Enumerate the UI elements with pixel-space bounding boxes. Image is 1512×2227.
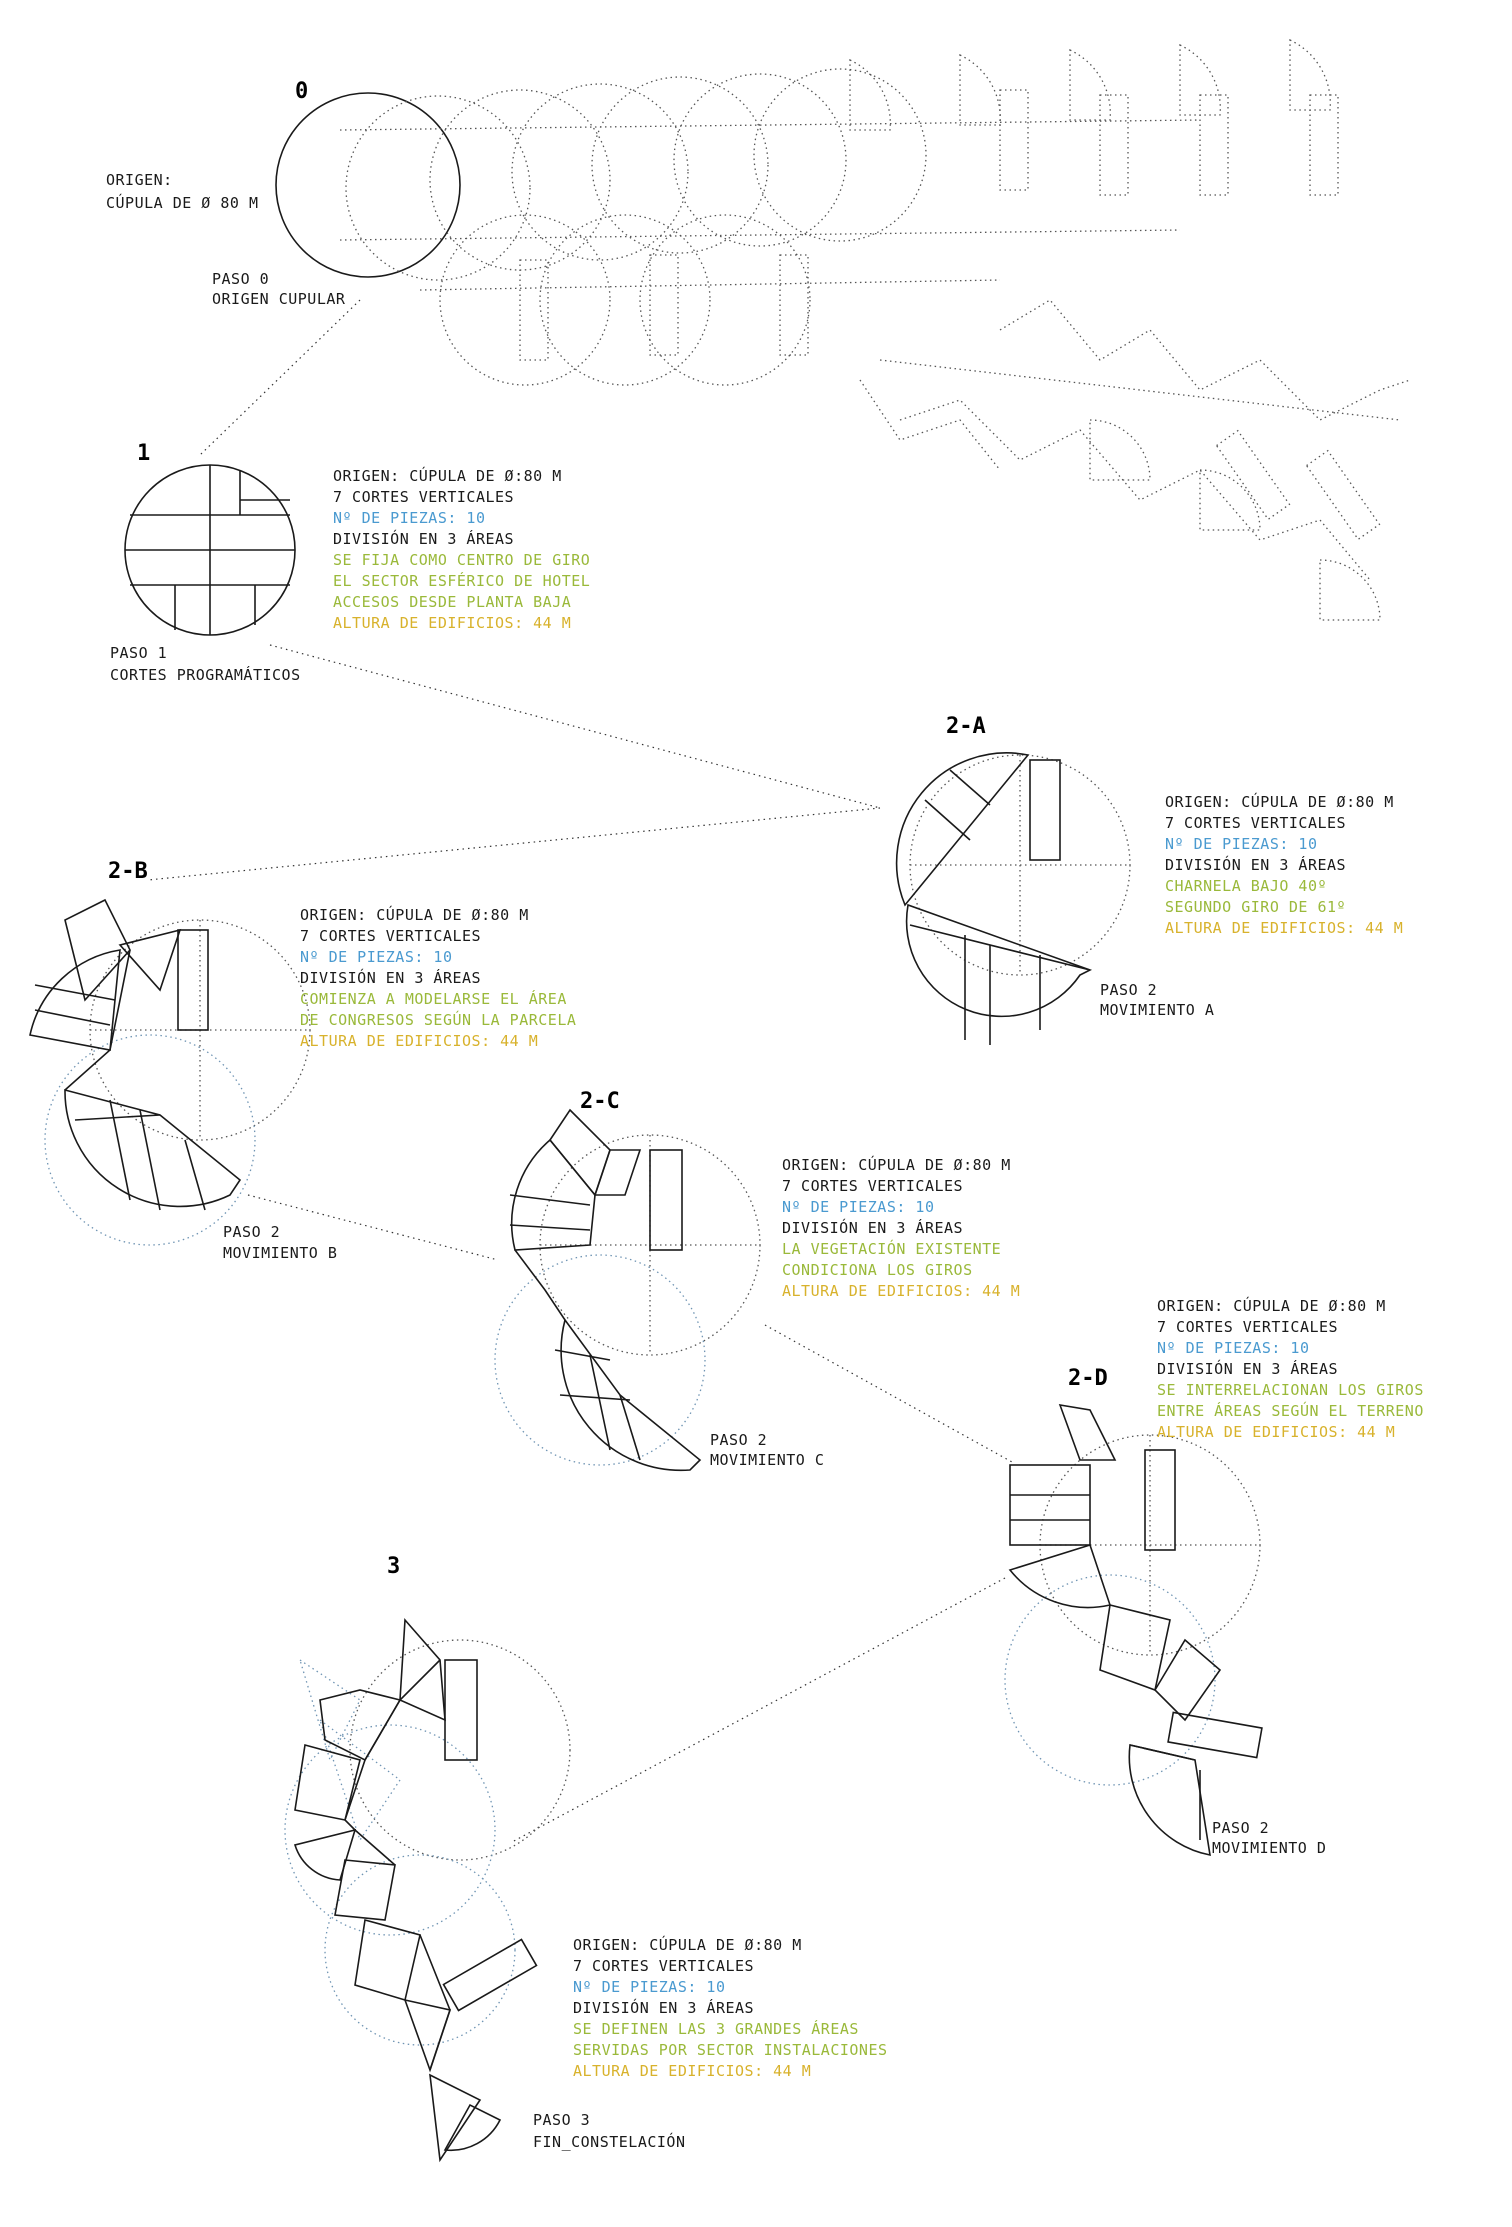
step3-line-6: ALTURA DE EDIFICIOS: 44 M [573,2062,812,2080]
step2d-text-block [1157,1296,1424,1441]
step2a-line-5: SEGUNDO GIRO DE 61º [1165,898,1347,916]
step3-line-0: ORIGEN: CÚPULA DE Ø:80 M [573,1936,802,1954]
step2d-number: 2-D [1068,1366,1108,1391]
step1-line-2: Nº DE PIEZAS: 10 [333,509,486,527]
step2a-line-0: ORIGEN: CÚPULA DE Ø:80 M [1165,793,1394,811]
step2b-paso-desc: MOVIMIENTO B [223,1244,338,1262]
step1-paso: PASO 1 [110,644,168,662]
step2d-figure [1005,1405,1262,1855]
connector-0-to-1 [200,300,360,455]
step0-origin-line2: CÚPULA DE Ø 80 M [106,194,259,212]
step2c-line-3: DIVISIÓN EN 3 ÁREAS [782,1219,964,1237]
step2b-line-1: 7 CORTES VERTICALES [300,927,482,945]
step1-line-1: 7 CORTES VERTICALES [333,488,515,506]
step3-number: 3 [387,1554,401,1579]
step2b-line-6: ALTURA DE EDIFICIOS: 44 M [300,1032,539,1050]
step3-paso-desc: FIN_CONSTELACIÓN [533,2133,686,2151]
step2d-line-0: ORIGEN: CÚPULA DE Ø:80 M [1157,1297,1386,1315]
step0-paso-desc: ORIGEN CUPULAR [212,290,346,308]
step2a-text-block [1165,792,1403,937]
step2c-text-block [782,1155,1020,1300]
step2d-line-2: Nº DE PIEZAS: 10 [1157,1339,1310,1357]
step2b-line-3: DIVISIÓN EN 3 ÁREAS [300,969,482,987]
step2c-number: 2-C [580,1089,620,1114]
step1-figure [125,465,295,635]
step2c-line-2: Nº DE PIEZAS: 10 [782,1198,935,1216]
step2b-line-5: DE CONGRESOS SEGÚN LA PARCELA [300,1011,577,1029]
step3-labels [387,1554,888,2151]
step2d-labels [1068,1296,1424,1857]
step2c-paso: PASO 2 [710,1431,768,1449]
step3-line-1: 7 CORTES VERTICALES [573,1957,755,1975]
step2b-figure [30,900,310,1245]
step2b-line-2: Nº DE PIEZAS: 10 [300,948,453,966]
step2c-line-4: LA VEGETACIÓN EXISTENTE [782,1240,1002,1258]
step2a-labels [946,714,1403,1019]
step2a-line-1: 7 CORTES VERTICALES [1165,814,1347,832]
step2a-figure [897,753,1130,1045]
step3-line-5: SERVIDAS POR SECTOR INSTALACIONES [573,2041,888,2059]
connector-2c-to-2d [765,1325,1012,1462]
step1-number: 1 [137,441,151,466]
step2d-paso: PASO 2 [1212,1819,1270,1837]
step0-origin-line1: ORIGEN: [106,171,173,189]
step2d-line-4: SE INTERRELACIONAN LOS GIROS [1157,1381,1424,1399]
step2c-line-5: CONDICIONA LOS GIROS [782,1261,973,1279]
step3-line-2: Nº DE PIEZAS: 10 [573,1978,726,1996]
step0-paso: PASO 0 [212,270,270,288]
step1-line-3: DIVISIÓN EN 3 ÁREAS [333,530,515,548]
step2c-paso-desc: MOVIMIENTO C [710,1451,825,1469]
step2a-line-3: DIVISIÓN EN 3 ÁREAS [1165,856,1347,874]
step2c-line-6: ALTURA DE EDIFICIOS: 44 M [782,1282,1021,1300]
step2a-rotated-sector [897,753,1028,905]
connector-2d-to-3 [512,1578,1005,1842]
step3-line-3: DIVISIÓN EN 3 ÁREAS [573,1999,755,2017]
connector-2a-to-2b [148,808,880,880]
connector-lines [148,300,1012,1842]
step2d-paso-desc: MOVIMIENTO D [1212,1839,1327,1857]
step3-paso: PASO 3 [533,2111,591,2129]
step1-line-7: ALTURA DE EDIFICIOS: 44 M [333,614,572,632]
step2a-line-2: Nº DE PIEZAS: 10 [1165,835,1318,853]
step2a-paso: PASO 2 [1100,981,1158,999]
step2b-line-4: COMIENZA A MODELARSE EL ÁREA [300,990,567,1008]
step3-line-4: SE DEFINEN LAS 3 GRANDES ÁREAS [573,2020,859,2038]
step2d-line-6: ALTURA DE EDIFICIOS: 44 M [1157,1423,1396,1441]
step3-text-block [573,1935,888,2080]
step1-text-block [333,466,590,632]
step3-figure [285,1620,570,2160]
step2b-text-block [300,905,576,1050]
step2a-lower-sector [907,905,1090,1016]
step2c-line-0: ORIGEN: CÚPULA DE Ø:80 M [782,1156,1011,1174]
step2a-paso-desc: MOVIMIENTO A [1100,1001,1215,1019]
step1-line-5: EL SECTOR ESFÉRICO DE HOTEL [333,572,591,590]
step2a-line-6: ALTURA DE EDIFICIOS: 44 M [1165,919,1404,937]
step2a-number: 2-A [946,714,986,739]
step2c-labels [580,1089,1020,1469]
step2b-paso: PASO 2 [223,1223,281,1241]
step2d-line-5: ENTRE ÁREAS SEGÚN EL TERRENO [1157,1402,1424,1420]
step1-labels [110,441,590,684]
step2c-line-1: 7 CORTES VERTICALES [782,1177,964,1195]
step2a-line-4: CHARNELA BAJO 40º [1165,877,1328,895]
step2b-number: 2-B [108,859,148,884]
step2b-labels [108,859,576,1262]
connector-1-to-2a [270,645,880,808]
step0-origin-dome [276,93,460,277]
step2d-line-1: 7 CORTES VERTICALES [1157,1318,1339,1336]
step1-line-4: SE FIJA COMO CENTRO DE GIRO [333,551,591,569]
step1-line-0: ORIGEN: CÚPULA DE Ø:80 M [333,467,562,485]
step0-number: 0 [295,79,309,104]
step1-paso-desc: CORTES PROGRAMÁTICOS [110,666,301,684]
step2d-line-3: DIVISIÓN EN 3 ÁREAS [1157,1360,1339,1378]
step1-line-6: ACCESOS DESDE PLANTA BAJA [333,593,572,611]
step2b-line-0: ORIGEN: CÚPULA DE Ø:80 M [300,906,529,924]
step2c-figure [495,1110,760,1470]
